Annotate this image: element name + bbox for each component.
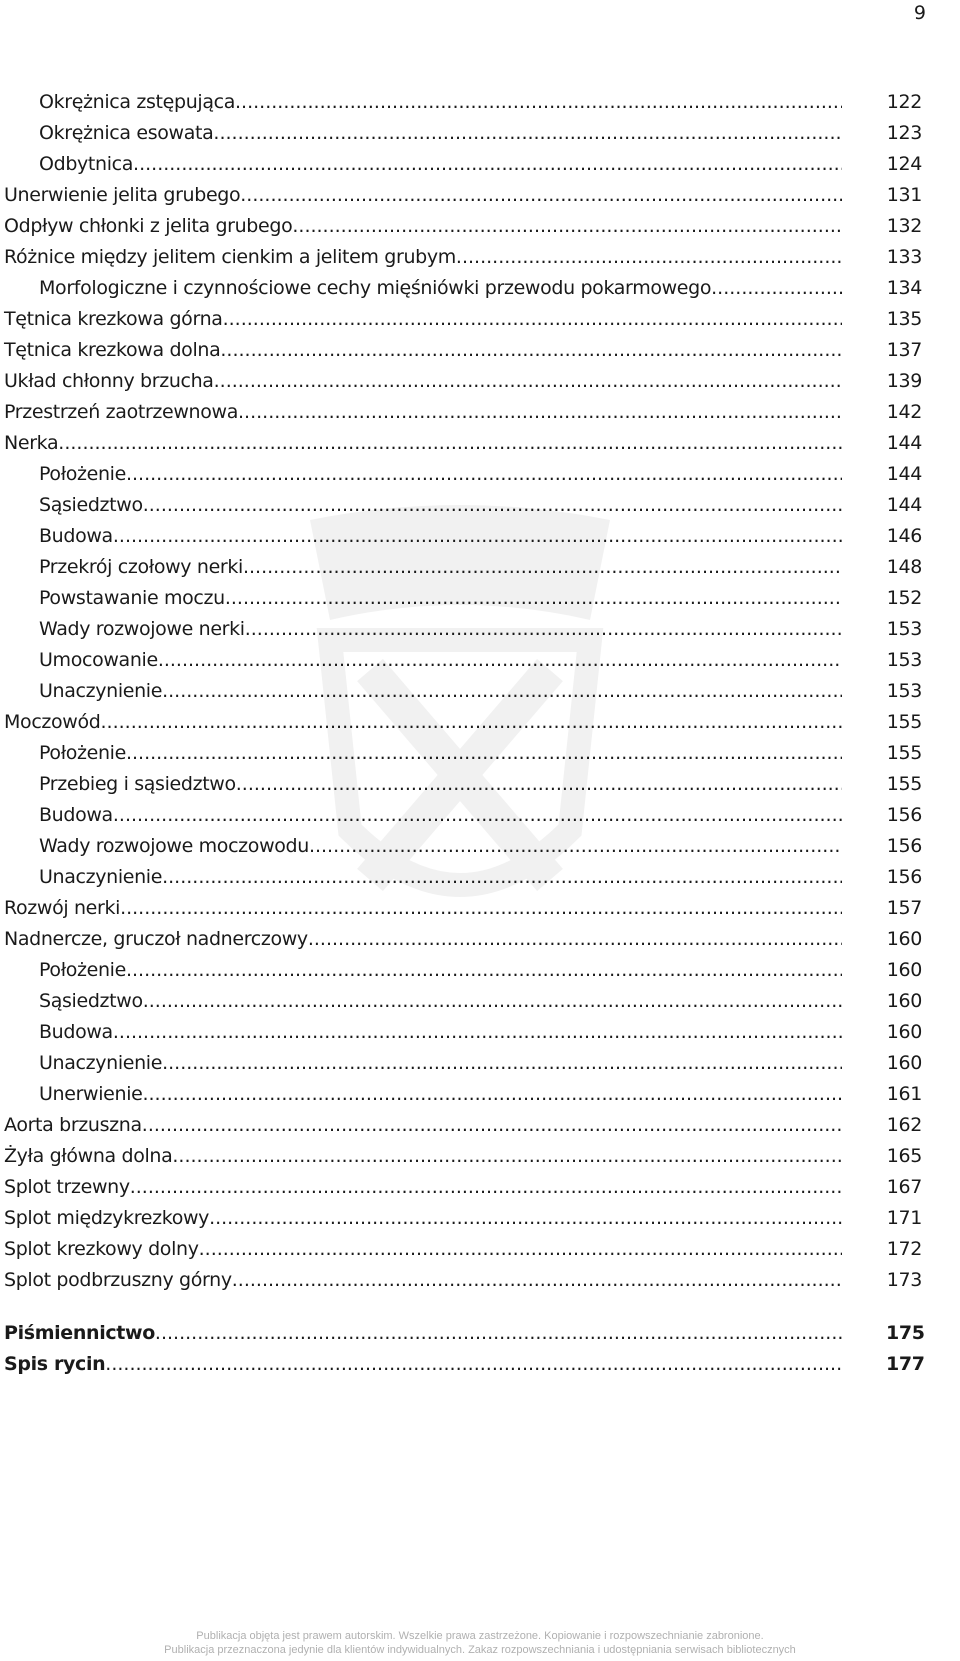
toc-entry-title: Przestrzeń zaotrzewnowa [4, 401, 239, 423]
toc-entry-title: Żyła główna dolna [4, 1145, 173, 1167]
toc-entry-title: Unaczynienie [39, 866, 163, 888]
toc-dot-leader [214, 366, 842, 397]
toc-dot-leader [113, 1017, 842, 1048]
toc-entry-title: Przebieg i sąsiedztwo [39, 773, 236, 795]
toc-entry[interactable] [4, 242, 960, 273]
toc-entry[interactable] [4, 335, 960, 366]
toc-entry[interactable] [4, 986, 960, 1017]
toc-entry[interactable] [4, 180, 960, 211]
toc-entry[interactable] [4, 118, 960, 149]
toc-entry-page: 133 [886, 246, 922, 268]
toc-entry-page: 144 [886, 432, 922, 454]
toc-dot-leader [309, 831, 842, 862]
toc-dot-leader [126, 955, 842, 986]
toc-entry[interactable] [4, 862, 960, 893]
toc-dot-leader [142, 1110, 842, 1141]
toc-entry-title: Budowa [39, 804, 113, 826]
toc-entry-page: 155 [886, 773, 922, 795]
toc-dot-leader [143, 490, 842, 521]
toc-entry-title: Umocowanie [39, 649, 158, 671]
toc-dot-leader [155, 1318, 842, 1349]
toc-entry-title: Moczowód [4, 711, 101, 733]
toc-dot-leader [238, 397, 842, 428]
toc-dot-leader [172, 1141, 842, 1172]
toc-dot-leader [162, 862, 842, 893]
toc-dot-leader [245, 614, 842, 645]
toc-entry-page: 135 [886, 308, 922, 330]
toc-dot-leader [235, 87, 842, 118]
toc-entry-page: 162 [886, 1114, 922, 1136]
toc-entry-title: Odbytnica [39, 153, 134, 175]
toc-dot-leader [209, 1203, 842, 1234]
toc-entry-page: 155 [886, 742, 922, 764]
toc-entry-title: Splot podbrzuszny górny [4, 1269, 232, 1291]
toc-entry-page: 124 [886, 153, 922, 175]
toc-entry-title: Budowa [39, 525, 113, 547]
toc-entry-page: 155 [886, 711, 922, 733]
toc-dot-leader [232, 1265, 842, 1296]
toc-entry-title: Okrężnica zstępująca [39, 91, 236, 113]
toc-entry-title: Położenie [39, 742, 126, 764]
toc-entry[interactable] [4, 428, 960, 459]
toc-entry[interactable] [4, 149, 960, 180]
toc-entry-page: 144 [886, 463, 922, 485]
toc-entry-title: Unaczynienie [39, 680, 163, 702]
toc-entry-title: Różnice między jelitem cienkim a jelitem grubym [4, 246, 456, 268]
toc-dot-leader [199, 1234, 842, 1265]
toc-entry[interactable] [4, 1141, 960, 1172]
toc-entry-page: 167 [886, 1176, 922, 1198]
toc-entry-title: Sąsiedztwo [39, 990, 143, 1012]
toc-dot-leader [126, 459, 842, 490]
toc-entry[interactable] [4, 1017, 960, 1048]
toc-entry-page: 137 [886, 339, 922, 361]
copyright-footer [0, 1629, 960, 1657]
toc-entry-title: Budowa [39, 1021, 113, 1043]
toc-entry-page: 160 [886, 928, 922, 950]
toc-entry[interactable] [4, 1234, 960, 1265]
toc-entry[interactable] [4, 1203, 960, 1234]
toc-entry-title: Odpływ chłonki z jelita grubego [4, 215, 293, 237]
toc-entry-page: 175 [886, 1322, 925, 1344]
toc-entry[interactable] [4, 1079, 960, 1110]
toc-entry[interactable] [4, 955, 960, 986]
toc-entry-title: Położenie [39, 463, 126, 485]
toc-entry-title: Sąsiedztwo [39, 494, 143, 516]
toc-entry-title: Splot trzewny [4, 1176, 130, 1198]
toc-entry-title: Unerwienie jelita grubego [4, 184, 241, 206]
toc-dot-leader [120, 893, 842, 924]
toc-dot-leader [162, 676, 842, 707]
toc-entry-page: 156 [886, 866, 922, 888]
toc-entry-page: 148 [886, 556, 922, 578]
toc-entry-title: Układ chłonny brzucha [4, 370, 214, 392]
toc-entry-title: Splot krezkowy dolny [4, 1238, 199, 1260]
toc-entry-page: 156 [886, 804, 922, 826]
toc-dot-leader [133, 149, 842, 180]
page-number: 9 [913, 2, 926, 24]
toc-dot-leader [711, 273, 842, 304]
toc-dot-leader [162, 1048, 842, 1079]
toc-entry-page: 160 [886, 1021, 922, 1043]
toc-dot-leader [292, 211, 842, 242]
toc-entry[interactable] [4, 614, 960, 645]
toc-entry[interactable] [4, 1048, 960, 1079]
toc-entry-page: 153 [886, 618, 922, 640]
toc-entry-title: Unaczynienie [39, 1052, 163, 1074]
toc-entry[interactable] [4, 893, 960, 924]
toc-dot-leader [213, 118, 842, 149]
toc-entry[interactable] [4, 800, 960, 831]
toc-entry-page: 177 [886, 1353, 925, 1375]
toc-dot-leader [126, 738, 842, 769]
toc-entry[interactable] [4, 273, 960, 304]
toc-entry[interactable] [4, 831, 960, 862]
toc-entry-page: 160 [886, 959, 922, 981]
toc-entry-title: Powstawanie moczu [39, 587, 225, 609]
toc-entry-page: 173 [886, 1269, 922, 1291]
toc-entry[interactable] [4, 490, 960, 521]
toc-entry-page: 161 [886, 1083, 922, 1105]
toc-dot-leader [143, 986, 842, 1017]
toc-entry[interactable] [4, 366, 960, 397]
footer-line-2: Publikacja przeznaczona jedynie dla klientów indywidualnych. Zakaz rozpowszechniania i udostępniania serwisach bibliotecznych [164, 1644, 796, 1656]
toc-dot-leader [308, 924, 842, 955]
toc-entry-page: 152 [886, 587, 922, 609]
toc-entry-title: Aorta brzuszna [4, 1114, 142, 1136]
toc-entry-page: 165 [886, 1145, 922, 1167]
toc-entry-title: Morfologiczne i czynnościowe cechy mięśniówki przewodu pokarmowego [39, 277, 712, 299]
toc-dot-leader [223, 304, 842, 335]
toc-entry-title: Piśmiennictwo [4, 1322, 155, 1344]
toc-entry-title: Wady rozwojowe nerki [39, 618, 245, 640]
toc-entry[interactable] [4, 1265, 960, 1296]
toc-dot-leader [130, 1172, 842, 1203]
toc-entry[interactable] [4, 521, 960, 552]
toc-entry-title: Okrężnica esowata [39, 122, 214, 144]
toc-entry[interactable] [4, 1349, 960, 1380]
toc-entry-page: 160 [886, 990, 922, 1012]
toc-entry[interactable] [4, 583, 960, 614]
toc-entry-page: 123 [886, 122, 922, 144]
toc-dot-leader [225, 583, 842, 614]
toc-entry-page: 144 [886, 494, 922, 516]
toc-entry[interactable] [4, 211, 960, 242]
toc-dot-leader [220, 335, 842, 366]
toc-entry-title: Tętnica krezkowa górna [4, 308, 223, 330]
table-of-contents [4, 87, 960, 1380]
toc-entry[interactable] [4, 1110, 960, 1141]
toc-dot-leader [58, 428, 842, 459]
toc-dot-leader [142, 1079, 842, 1110]
toc-entry-title: Tętnica krezkowa dolna [4, 339, 221, 361]
toc-entry-title: Unerwienie [39, 1083, 143, 1105]
toc-entry-page: 157 [886, 897, 922, 919]
toc-entry[interactable] [4, 676, 960, 707]
toc-entry[interactable] [4, 645, 960, 676]
toc-entry-page: 160 [886, 1052, 922, 1074]
toc-entry-page: 146 [886, 525, 922, 547]
toc-dot-leader [158, 645, 842, 676]
toc-entry[interactable] [4, 459, 960, 490]
toc-entry-page: 139 [886, 370, 922, 392]
toc-entry-title: Nadnercze, gruczoł nadnerczowy [4, 928, 308, 950]
toc-dot-leader [113, 800, 842, 831]
toc-entry[interactable] [4, 769, 960, 800]
toc-entry[interactable] [4, 87, 960, 118]
toc-dot-leader [101, 707, 843, 738]
toc-dot-leader [240, 180, 842, 211]
toc-entry-page: 131 [886, 184, 922, 206]
toc-entry-page: 156 [886, 835, 922, 857]
toc-dot-leader [105, 1349, 842, 1380]
toc-entry[interactable] [4, 552, 960, 583]
toc-dot-leader [236, 769, 842, 800]
toc-entry[interactable] [4, 397, 960, 428]
toc-entry[interactable] [4, 707, 960, 738]
toc-entry-title: Nerka [4, 432, 59, 454]
toc-entry-page: 171 [886, 1207, 922, 1229]
toc-entry[interactable] [4, 1318, 960, 1349]
toc-entry-page: 132 [886, 215, 922, 237]
footer-line-1: Publikacja objęta jest prawem autorskim. Wszelkie prawa zastrzeżone. Kopiowanie i rozpowszechnianie zabronione. [196, 1630, 764, 1642]
toc-entry-title: Spis rycin [4, 1353, 106, 1375]
toc-entry-title: Położenie [39, 959, 126, 981]
toc-entry[interactable] [4, 738, 960, 769]
toc-entry-page: 122 [886, 91, 922, 113]
toc-entry[interactable] [4, 304, 960, 335]
toc-dot-leader [113, 521, 842, 552]
toc-entry-title: Przekrój czołowy nerki [39, 556, 243, 578]
toc-entry-title: Rozwój nerki [4, 897, 121, 919]
toc-entry-title: Splot międzykrezkowy [4, 1207, 210, 1229]
toc-entry-page: 142 [886, 401, 922, 423]
toc-entry[interactable] [4, 1172, 960, 1203]
toc-entry[interactable] [4, 924, 960, 955]
toc-dot-leader [456, 242, 842, 273]
toc-dot-leader [243, 552, 842, 583]
toc-entry-page: 153 [886, 680, 922, 702]
toc-entry-title: Wady rozwojowe moczowodu [39, 835, 309, 857]
toc-entry-page: 172 [886, 1238, 922, 1260]
toc-entry-page: 134 [886, 277, 922, 299]
toc-entry-page: 153 [886, 649, 922, 671]
